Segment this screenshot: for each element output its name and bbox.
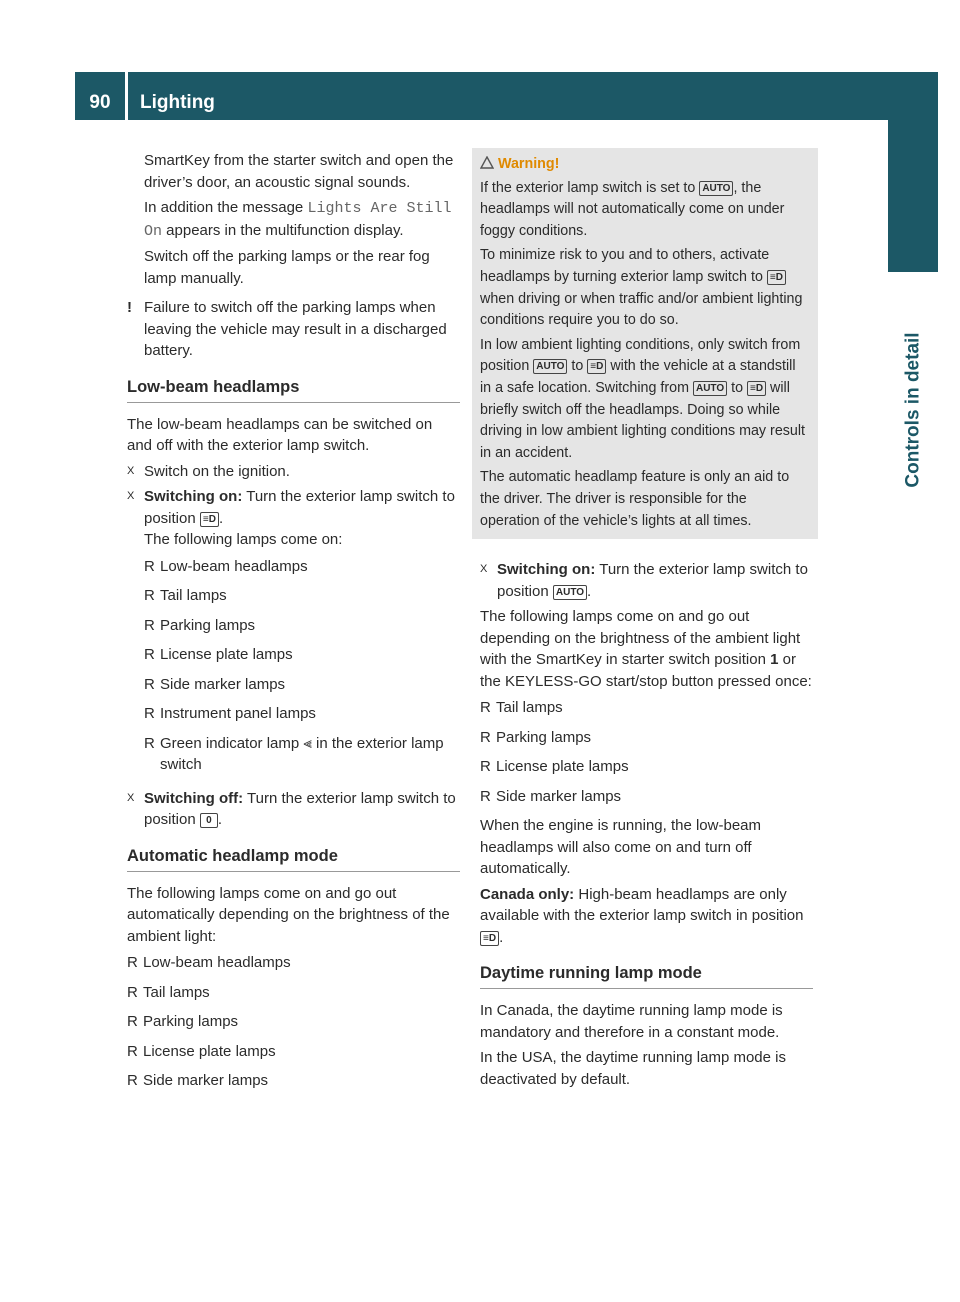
- step-switching-on: [127, 486, 460, 784]
- low-beam-symbol-icon: ≡D: [200, 512, 219, 527]
- step-label: Switching off:: [144, 789, 244, 807]
- warning-heading: [480, 154, 810, 176]
- drl-paragraph-2: In the USA, the daytime running lamp mode is deactivated by default.: [480, 1049, 786, 1088]
- warning-paragraph-1: [480, 178, 810, 243]
- step-arrow-icon: X: [127, 490, 135, 502]
- text: to: [727, 379, 747, 396]
- page-number: 90: [89, 92, 111, 113]
- key-position: 1: [770, 651, 779, 669]
- list-item-text: Tail lamps: [160, 587, 227, 604]
- bullet-icon: R: [144, 675, 155, 693]
- step-arrow-icon: X: [127, 464, 135, 477]
- list-item: [127, 982, 460, 1004]
- bullet-icon: R: [127, 983, 138, 1001]
- text: with the vehicle at a standstill in a safe location. Switching from: [480, 358, 796, 396]
- step-switching-off: [127, 788, 460, 831]
- warning-title: Warning!: [498, 156, 560, 172]
- note-icon: !: [127, 299, 132, 316]
- text: The following lamps come on and go out depending on the brightness of the ambient light with the SmartKey in starter switch position: [480, 608, 801, 669]
- text: .: [217, 811, 223, 828]
- list-item: [127, 952, 460, 974]
- low-beam-symbol-icon: ≡D: [480, 931, 499, 946]
- following-lamps-paragraph: [480, 606, 813, 692]
- side-label-text: Controls in detail: [902, 332, 924, 488]
- drl-paragraph-1: In Canada, the daytime running lamp mode is mandatory and therefore in a constant mode.: [480, 1002, 783, 1041]
- list-item: [144, 556, 460, 578]
- list-item-text: License plate lamps: [160, 646, 293, 663]
- list-item: [480, 786, 813, 808]
- auto-symbol-icon: AUTO: [533, 359, 567, 374]
- list-item-text: Parking lamps: [143, 1013, 239, 1030]
- auto-paragraph: The following lamps come on and go out automatically depending on the brightness of the ambient light:: [127, 884, 450, 945]
- warning-box: [472, 148, 818, 539]
- text: In addition the message: [144, 199, 308, 216]
- warning-paragraph-3: [480, 335, 810, 465]
- text: Turn the exterior lamp switch to position: [497, 561, 808, 600]
- display-message: Lights Are Still On: [144, 200, 452, 240]
- list-item-text: Parking lamps: [160, 616, 256, 634]
- text: High-beam headlamps are only available with the exterior lamp switch in position: [480, 885, 804, 925]
- list-item-text: Tail lamps: [496, 699, 563, 717]
- section-heading-drl: Daytime running lamp mode: [480, 962, 813, 989]
- side-label: [888, 290, 938, 530]
- warning-paragraph-4: The automatic headlamp feature is only an aid to the driver. The driver is responsible for the operation of the vehicle’s lights at all times.: [480, 469, 790, 529]
- side-tab: [888, 72, 938, 272]
- bullet-icon: R: [127, 1013, 138, 1030]
- bullet-icon: R: [144, 646, 155, 663]
- list-item: [480, 697, 813, 719]
- bullet-icon: R: [127, 1042, 138, 1060]
- left-column: [127, 150, 460, 1100]
- list-item-text: Instrument panel lamps: [160, 705, 316, 722]
- text: or the KEYLESS-GO start/stop button pressed once:: [480, 651, 812, 690]
- following-lamps-intro: The following lamps come on:: [144, 531, 343, 548]
- text: .: [587, 582, 592, 600]
- bullet-icon: R: [480, 699, 491, 717]
- bullet-icon: R: [480, 728, 491, 746]
- text: If the exterior lamp switch is set to: [480, 179, 700, 196]
- lamp-list: [144, 556, 460, 776]
- note-text: Failure to switch off the parking lamps when leaving the vehicle may result in a discharged battery.: [144, 299, 447, 359]
- auto-symbol-icon: AUTO: [699, 181, 733, 196]
- engine-paragraph: When the engine is running, the low-beam headlamps will also come on and turn off automatically.: [480, 817, 762, 878]
- auto-symbol-icon: AUTO: [553, 585, 587, 600]
- list-item: [144, 615, 460, 637]
- list-item-text: Tail lamps: [143, 983, 210, 1001]
- bullet-icon: R: [144, 557, 155, 575]
- text: to: [567, 358, 588, 375]
- step-ignition: [127, 461, 460, 483]
- list-item-text: Parking lamps: [496, 728, 592, 746]
- step-arrow-icon: X: [127, 791, 135, 804]
- list-item-text: Low-beam headlamps: [160, 557, 308, 575]
- list-item-text: Low-beam headlamps: [143, 954, 291, 971]
- text: .: [499, 928, 504, 946]
- auto-lamp-list: [480, 697, 813, 807]
- text: To minimize risk to you and to others, activate headlamps by turning exterior lamp switch to: [480, 247, 770, 285]
- text: , the headlamps will not automatically come on under foggy conditions.: [480, 179, 785, 239]
- text: appears in the multifunction display.: [162, 221, 404, 239]
- bullet-icon: R: [144, 734, 155, 752]
- page-header: [75, 72, 888, 120]
- parking-lamp-indicator-icon: ⫷: [303, 734, 312, 752]
- auto-lamp-list: [127, 952, 460, 1092]
- list-item: [127, 1070, 460, 1092]
- list-item-text: in the exterior lamp switch: [160, 734, 444, 773]
- bullet-icon: R: [144, 587, 155, 604]
- list-item: [127, 1011, 460, 1033]
- text: .: [218, 509, 224, 527]
- list-item-text: Green indicator lamp: [160, 734, 304, 752]
- low-beam-symbol-icon: ≡D: [587, 359, 606, 374]
- bullet-icon: R: [480, 758, 491, 776]
- page-title: Lighting: [140, 92, 215, 113]
- section-heading-low-beam: Low-beam headlamps: [127, 376, 460, 403]
- list-item-text: License plate lamps: [496, 758, 629, 776]
- intro-paragraph-1: SmartKey from the starter switch and open the driver’s door, an acoustic signal sounds.: [144, 152, 454, 191]
- note: [127, 297, 460, 362]
- text: will briefly switch off the headlamps. Doing so while driving in low ambient lighting conditions may result in an accident.: [480, 379, 806, 461]
- list-item: [480, 756, 813, 778]
- list-item: [144, 733, 460, 776]
- canada-label: Canada only:: [480, 885, 575, 903]
- step-text: Switch on the ignition.: [144, 462, 290, 480]
- list-item: [127, 1041, 460, 1063]
- list-item-text: Side marker lamps: [496, 787, 622, 805]
- low-beam-symbol-icon: ≡D: [747, 381, 766, 396]
- canada-paragraph: [480, 884, 813, 949]
- step-label: Switching on:: [497, 561, 596, 579]
- intro-paragraph-3: Switch off the parking lamps or the rear fog lamp manually.: [144, 248, 430, 287]
- text: In low ambient lighting conditions, only switch from position: [480, 336, 801, 375]
- warning-triangle-icon: [480, 154, 498, 176]
- bullet-icon: R: [144, 705, 155, 722]
- low-beam-symbol-icon: ≡D: [767, 270, 786, 285]
- bullet-icon: R: [144, 616, 155, 634]
- warning-paragraph-2: [480, 245, 810, 331]
- intro-paragraph-2: [127, 197, 460, 242]
- step-label: Switching on:: [144, 488, 243, 505]
- step-arrow-icon: X: [480, 563, 488, 576]
- list-item: [480, 727, 813, 749]
- off-position-symbol-icon: 0: [200, 813, 218, 828]
- list-item-text: Side marker lamps: [143, 1072, 269, 1089]
- bullet-icon: R: [127, 1072, 138, 1089]
- list-item-text: Side marker lamps: [160, 675, 286, 693]
- list-item-text: License plate lamps: [143, 1042, 276, 1060]
- auto-symbol-icon: AUTO: [693, 381, 727, 396]
- step-switching-on-auto: [480, 559, 813, 602]
- low-beam-paragraph: The low-beam headlamps can be switched on and off with the exterior lamp switch.: [127, 415, 433, 454]
- bullet-icon: R: [480, 787, 491, 805]
- list-item: [144, 703, 460, 725]
- list-item: [144, 644, 460, 666]
- bullet-icon: R: [127, 954, 138, 971]
- text: when driving or when traffic and/or ambient lighting conditions require you to do so.: [480, 290, 803, 329]
- right-column: [480, 150, 813, 1094]
- list-item: [144, 585, 460, 607]
- list-item: [144, 674, 460, 696]
- text: Turn the exterior lamp switch to position: [144, 488, 455, 527]
- section-heading-auto: Automatic headlamp mode: [127, 845, 460, 872]
- text: Turn the exterior lamp switch to position: [144, 789, 456, 828]
- header-divider: [125, 72, 128, 120]
